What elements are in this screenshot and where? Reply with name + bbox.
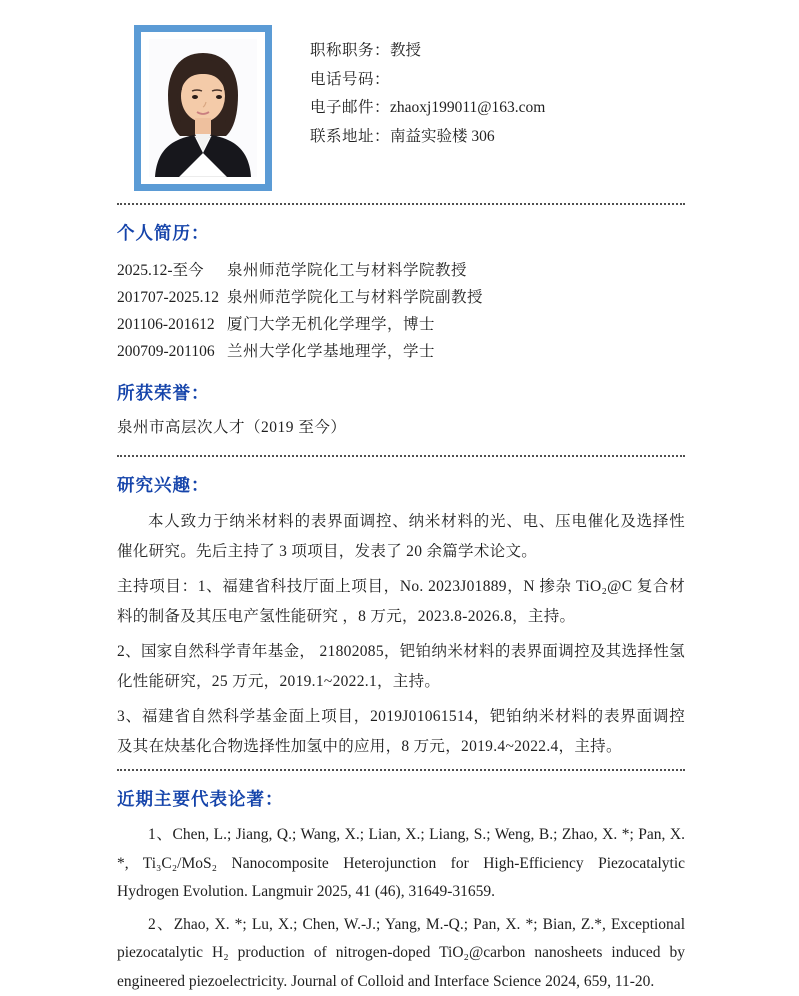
resume-detail: 泉州师范学院化工与材料学院副教授 — [227, 284, 685, 311]
section-heading-resume: 个人简历： — [117, 220, 685, 245]
publication-item: 1、Chen, L.; Jiang, Q.; Wang, X.; Lian, X.; Liang, S.; Weng, B.; Zhao, X. *; Pan, X. *, Ti₃C₂/MoS₂ Nanocomposite Heterojunction for High-Efficiency Piezocatalytic Hydrogen Evolution. Langmuir 2025, 41 (46), 31649-31659. — [117, 821, 685, 907]
contact-row-email — [310, 94, 545, 123]
resume-period: 200709-201106 — [117, 338, 227, 365]
resume-list — [117, 257, 685, 365]
contact-row-phone — [310, 66, 545, 95]
profile-header — [117, 0, 685, 191]
interests-intro: 本人致力于纳米材料的表界面调控、纳米材料的光、电、压电催化及选择性催化研究。先后主持了 3 项项目，发表了 20 余篇学术论文。 — [117, 507, 685, 566]
contact-row-title — [310, 37, 545, 66]
project-item: 主持项目：1、福建省科技厅面上项目，No. 2023J01889，N 掺杂 TiO₂@C 复合材料的制备及其压电产氢性能研究 ，8 万元，2023.8-2026.8，主持。 — [117, 572, 685, 631]
title-value: 教授 — [390, 42, 421, 59]
resume-detail: 厦门大学无机化学理学，博士 — [227, 311, 685, 338]
resume-entry — [117, 284, 685, 311]
section-heading-publications: 近期主要代表论著： — [117, 786, 685, 811]
publication-item: 2、Zhao, X. *; Lu, X.; Chen, W.-J.; Yang, M.-Q.; Pan, X. *; Bian, Z.*, Exceptional piezocatalytic H₂ production of nitrogen-doped TiO₂@carbon nanosheets induced by engineered piezoelectricity. Journal of Colloid and Interface Science 2024, 659, 11-20. — [117, 911, 685, 996]
contact-info — [310, 25, 545, 191]
resume-entry — [117, 338, 685, 365]
resume-detail: 兰州大学化学基地理学，学士 — [227, 338, 685, 365]
resume-period: 201106-201612 — [117, 311, 227, 338]
address-value: 南益实验楼 306 — [390, 128, 495, 145]
resume-entry — [117, 311, 685, 338]
email-value: zhaoxj199011@163.com — [390, 99, 545, 116]
contact-row-address — [310, 123, 545, 152]
profile-photo-frame — [134, 25, 272, 191]
address-label: 联系地址： — [310, 128, 390, 145]
dotted-separator — [117, 203, 685, 205]
dotted-separator — [117, 455, 685, 457]
dotted-separator — [117, 769, 685, 771]
phone-label: 电话号码： — [310, 71, 390, 88]
profile-photo-mat — [141, 32, 265, 184]
honor-item: 泉州市高层次人才（2019 至今） — [117, 414, 685, 441]
title-label: 职称职务： — [310, 42, 390, 59]
resume-period: 2025.12-至今 — [117, 257, 227, 284]
project-item: 3、福建省自然科学基金面上项目，2019J01061514，钯铂纳米材料的表界面调控及其在炔基化合物选择性加氢中的应用，8 万元，2019.4~2022.4，主持。 — [117, 702, 685, 761]
project-item: 2、国家自然科学青年基金， 21802085，钯铂纳米材料的表界面调控及其选择性氢化性能研究，25 万元，2019.1~2022.1，主持。 — [117, 637, 685, 696]
email-label: 电子邮件： — [310, 99, 390, 116]
section-heading-interests: 研究兴趣： — [117, 472, 685, 497]
resume-entry — [117, 257, 685, 284]
resume-period: 201707-2025.12 — [117, 284, 227, 311]
portrait-photo — [149, 39, 257, 177]
faculty-profile-page — [117, 0, 685, 996]
section-heading-honors: 所获荣誉： — [117, 380, 685, 405]
resume-detail: 泉州师范学院化工与材料学院教授 — [227, 257, 685, 284]
